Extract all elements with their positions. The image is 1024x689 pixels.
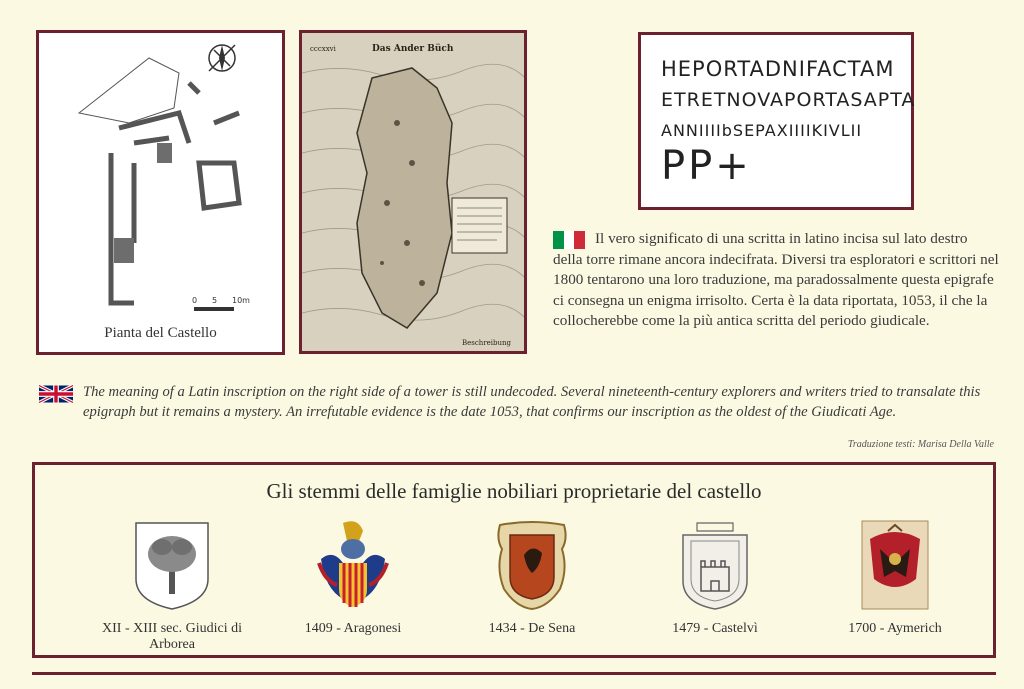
scale-bar xyxy=(192,296,250,311)
bottom-divider xyxy=(32,672,996,675)
italian-description xyxy=(553,229,999,332)
old-map-panel xyxy=(299,30,527,354)
map-corner-label: cccxxvi xyxy=(310,45,336,53)
crest-label: 1409 - Aragonesi xyxy=(304,621,402,636)
map-heading: Das Ander Büch xyxy=(372,44,454,54)
castle-plan-panel xyxy=(36,30,285,355)
crest-label: 1479 - Castelvì xyxy=(672,621,758,636)
dragon-helm-crest-icon xyxy=(313,519,393,611)
inscription-line-4: PP+ xyxy=(661,143,752,189)
island-outline xyxy=(357,68,452,328)
castle-plan-drawing xyxy=(39,33,282,313)
eagle-crest-icon xyxy=(860,519,930,611)
shield-crest-icon xyxy=(492,519,572,611)
plan-caption: Pianta del Castello xyxy=(104,325,217,341)
italian-flag-icon xyxy=(553,231,585,249)
uk-flag-icon xyxy=(39,385,73,403)
inscription-line-1: HEPORTADNIFACTAM xyxy=(661,57,895,81)
compass-rose-icon xyxy=(209,45,235,71)
italian-text: Il vero significato di una scritta in latino incisa sul lato destro della torre rimane ancora indecifrata. Diversi tra esploratori e scrittori nel 1800 tentarono una loro traduzione, ma paradossalmente questa epigrafe ci consegna un enigma irrisolto. Certa è la data riportata, 1053, il che la collocherebbe come la più antica scritta del periodo giudicale. xyxy=(553,230,999,329)
sardinia-map-image xyxy=(302,33,524,351)
crest-label: XII - XIII sec. Giudici di Arborea xyxy=(102,621,242,652)
crest-item xyxy=(447,519,617,637)
english-text: The meaning of a Latin inscription on the right side of a tower is still undecoded. Several nineteenth-century explorers and writers tried to transalate this epigraph but it remains a mystery. An irrefutable evidence is the date 1053, that confirms our inscription as the oldest of the Giudicati Age. xyxy=(83,384,981,420)
crest-label: 1700 - Aymerich xyxy=(848,621,942,636)
svg-text:10m: 10m xyxy=(232,296,250,305)
crests-title: Gli stemmi delle famiglie nobiliari proprietarie del castello xyxy=(266,479,762,503)
crests-panel xyxy=(32,462,996,658)
inscription-line-2: ETRETNOVAPORTASAPTA xyxy=(661,89,916,111)
svg-text:5: 5 xyxy=(212,296,218,305)
map-cartouche xyxy=(452,198,507,253)
inscription-line-3: ANNIIIIbSEPAXIIIIKIVLII xyxy=(661,121,863,140)
crest-item xyxy=(810,519,980,637)
svg-text:0: 0 xyxy=(192,296,198,305)
map-footer: Beschreibung xyxy=(462,339,512,347)
crest-item xyxy=(268,519,438,637)
english-description xyxy=(39,382,997,422)
inscription-panel xyxy=(638,32,914,210)
crest-item xyxy=(630,519,800,637)
translation-credit: Traduzione testi: Marisa Della Valle xyxy=(847,439,994,450)
tree-crest-icon xyxy=(132,519,212,611)
crest-item xyxy=(87,519,257,653)
crest-label: 1434 - De Sena xyxy=(488,621,576,636)
castle-crest-icon xyxy=(675,519,755,611)
